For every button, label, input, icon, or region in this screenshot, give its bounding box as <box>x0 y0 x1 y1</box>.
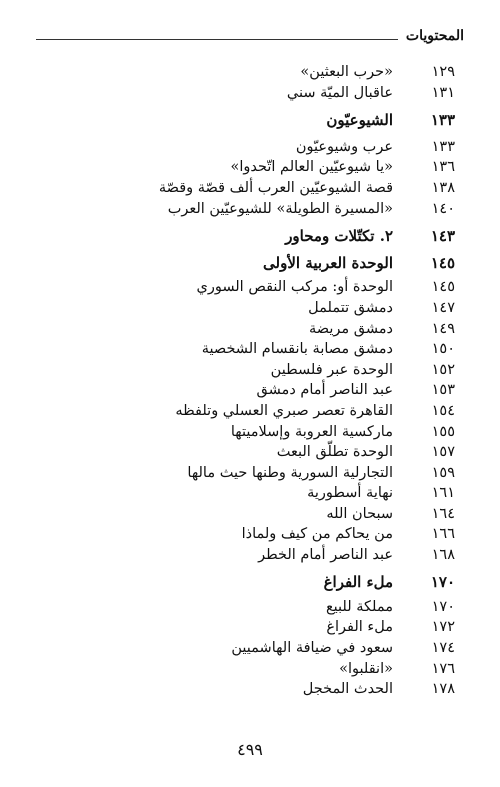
toc-title: دمشق تتململ <box>308 299 393 316</box>
toc-entry[interactable] <box>35 83 455 104</box>
toc-page-number: ١٧٨ <box>431 681 455 698</box>
toc-title: الوحدة أو: مركب النقص السوري <box>196 279 393 296</box>
toc-title: نهاية أسطورية <box>307 485 393 502</box>
toc-section-heading[interactable] <box>35 110 455 131</box>
toc-title: القاهرة تعصر صبري العسلي وتلفظه <box>175 402 393 419</box>
toc-page-number: ١٤٥ <box>431 279 455 296</box>
toc-title: سبحان الله <box>326 505 393 522</box>
toc-entry[interactable] <box>35 617 455 638</box>
toc-chapter-heading[interactable] <box>35 226 455 247</box>
toc-title: الوحدة عبر فلسطين <box>270 361 393 378</box>
toc-page-number: ١٧٠ <box>431 598 455 615</box>
toc-page-number: ١٥٧ <box>431 444 455 461</box>
toc-page-number: ١٤٥ <box>430 253 455 272</box>
toc-title: دمشق مصابة بانقسام الشخصية <box>201 341 393 358</box>
running-header <box>36 28 464 48</box>
toc-entry[interactable] <box>35 524 455 545</box>
toc-title: «يا شيوعيّين العالم اتّحدوا» <box>230 159 393 176</box>
toc-page-number: ١٤٠ <box>431 200 455 217</box>
toc-title: سعود في ضيافة الهاشميين <box>231 639 393 656</box>
toc-page-number: ١٧٢ <box>431 619 455 636</box>
toc-page-number: ١٣٣ <box>431 138 455 155</box>
toc-entry[interactable] <box>35 157 455 178</box>
toc-entry[interactable] <box>35 463 455 484</box>
toc-entry[interactable] <box>35 360 455 381</box>
toc-page-number: ١٥٣ <box>431 382 455 399</box>
toc-entry[interactable] <box>35 298 455 319</box>
toc-entry[interactable] <box>35 199 455 220</box>
toc-page-number: ١٣٨ <box>431 179 455 196</box>
toc-title: «المسيرة الطويلة» للشيوعيّين العرب <box>167 200 393 217</box>
toc-page-number: ١٤٧ <box>431 299 455 316</box>
toc-entry[interactable] <box>35 339 455 360</box>
toc-title: مملكة للبيع <box>325 598 393 615</box>
toc-entry[interactable] <box>35 442 455 463</box>
toc-entry[interactable] <box>35 545 455 566</box>
toc-page-number: ١٢٩ <box>431 64 455 80</box>
toc-title: ملء الفراغ <box>323 573 393 592</box>
toc-entry[interactable] <box>35 422 455 443</box>
toc-title: عرب وشيوعيّون <box>295 138 393 155</box>
toc-title: الوحدة العربية الأولى <box>263 253 393 272</box>
toc-section-heading[interactable] <box>35 572 455 593</box>
toc-page-number: ١٥٤ <box>431 402 455 419</box>
header-rule <box>36 39 398 40</box>
toc-title: التجارلية السورية وطنها حيث مالها <box>187 464 393 481</box>
toc-entry[interactable] <box>35 659 455 680</box>
toc-page-number: ١٣١ <box>431 84 455 101</box>
toc-entry[interactable] <box>35 504 455 525</box>
header-title: المحتويات <box>405 28 464 44</box>
toc-entry[interactable] <box>35 597 455 618</box>
toc-page-number: ١٦٨ <box>431 547 455 564</box>
toc-page-number: ١٤٣ <box>430 226 455 245</box>
toc-page-number: ١٦٤ <box>431 505 455 522</box>
toc-page-number: ١٣٣ <box>430 110 455 129</box>
toc-title: الشيوعيّون <box>326 110 393 129</box>
table-of-contents <box>35 62 455 700</box>
toc-entry[interactable] <box>35 679 455 700</box>
toc-page-number: ١٥٩ <box>431 464 455 481</box>
toc-title: ملء الفراغ <box>326 619 393 636</box>
toc-page-number: ١٦١ <box>431 485 455 502</box>
toc-page-number: ١٦٦ <box>431 526 455 543</box>
toc-title: ماركسية العروبة وإسلاميتها <box>230 423 393 440</box>
toc-title: «حرب البعثين» <box>300 64 393 80</box>
toc-page-number: ١٧٦ <box>431 660 455 677</box>
toc-page-number: ١٥٠ <box>431 341 455 358</box>
toc-entry[interactable] <box>35 319 455 340</box>
toc-page-number: ١٣٦ <box>431 159 455 176</box>
toc-title: عبد الناصر أمام الخطر <box>258 547 393 564</box>
toc-entry[interactable] <box>35 380 455 401</box>
toc-page-number: ١٥٢ <box>431 361 455 378</box>
toc-entry[interactable] <box>35 638 455 659</box>
toc-title: الوحدة تطلّق البعث <box>276 444 393 461</box>
toc-page-number: ١٧٤ <box>431 639 455 656</box>
toc-entry[interactable] <box>35 277 455 298</box>
toc-entry[interactable] <box>35 62 455 83</box>
toc-title: الحدث المخجل <box>302 681 393 698</box>
page-number-footer: ٤٩٩ <box>237 740 263 759</box>
toc-title: عاقبال الميّة سني <box>286 84 393 101</box>
toc-entry[interactable] <box>35 137 455 158</box>
toc-entry[interactable] <box>35 483 455 504</box>
toc-title: عبد الناصر أمام دمشق <box>256 382 393 399</box>
toc-entry[interactable] <box>35 178 455 199</box>
toc-title: «انقلبوا» <box>339 660 393 677</box>
toc-title: ٢. تكتّلات ومحاور <box>285 226 393 245</box>
toc-page-number: ١٥٥ <box>431 423 455 440</box>
toc-section-heading[interactable] <box>35 253 455 274</box>
toc-entry[interactable] <box>35 401 455 422</box>
toc-title: من يحاكم من كيف ولماذا <box>241 526 393 543</box>
toc-title: قصة الشيوعيّين العرب ألف قصّة وقصّة <box>158 179 393 196</box>
toc-page-number: ١٧٠ <box>430 573 455 592</box>
toc-page-number: ١٤٩ <box>431 320 455 337</box>
toc-title: دمشق مريضة <box>308 320 393 337</box>
